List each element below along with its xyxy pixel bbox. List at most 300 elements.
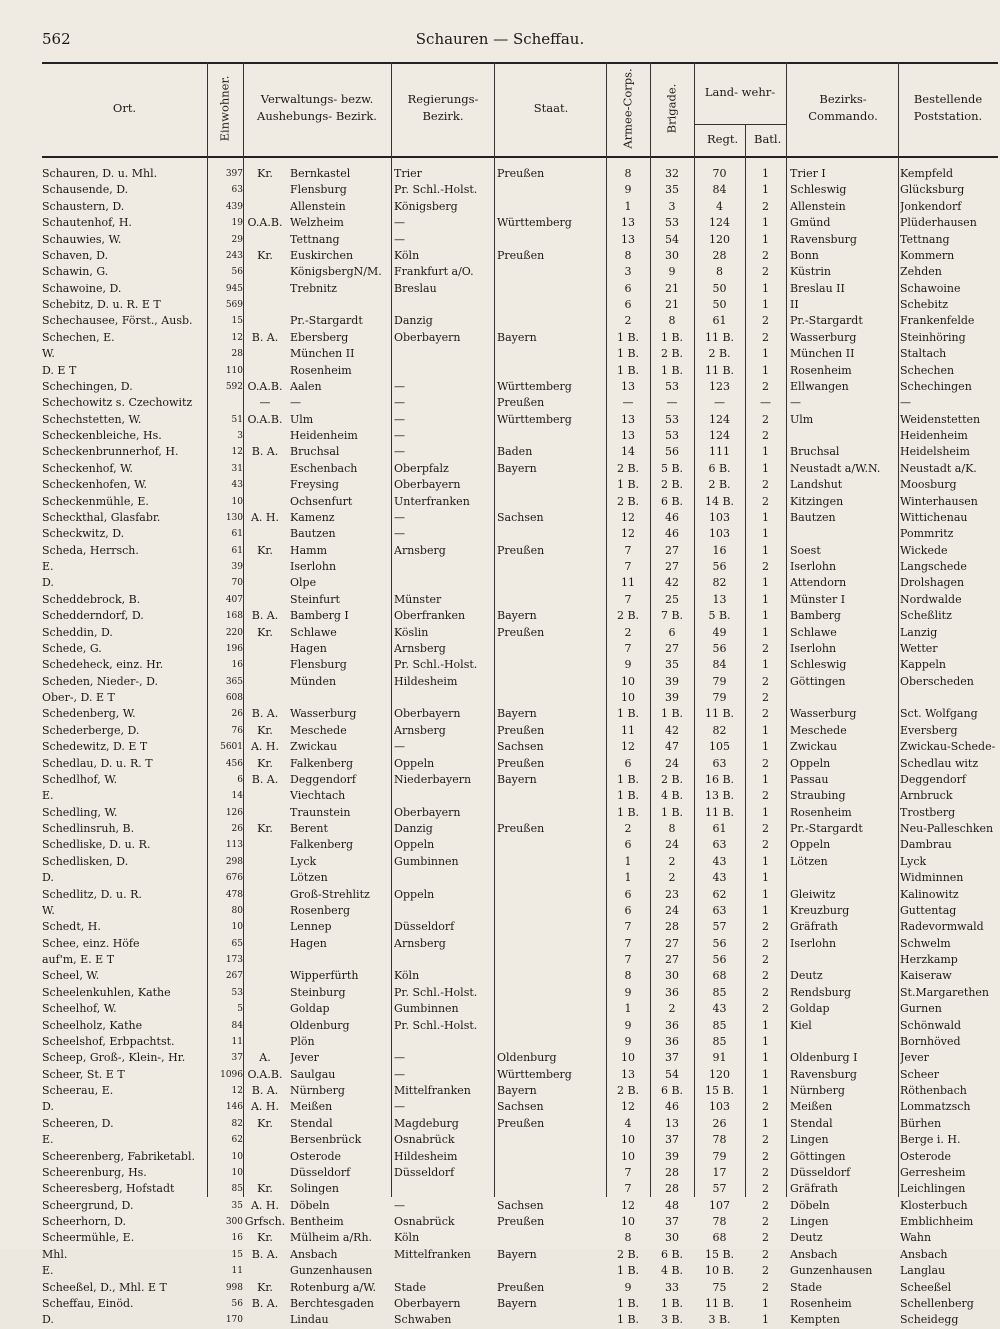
cell-armee-corps: 9 bbox=[624, 183, 632, 197]
cell-poststation: Pommritz bbox=[900, 527, 954, 541]
cell-einwohner: 130 bbox=[225, 512, 243, 523]
cell-regiment: 11 B. bbox=[704, 363, 735, 377]
cell-brigade: 5 B. bbox=[660, 461, 684, 475]
cell-bataillon: 2 bbox=[762, 936, 769, 950]
table-row bbox=[42, 297, 998, 313]
cell-bataillon: 1 bbox=[762, 1084, 769, 1097]
table-row bbox=[42, 1181, 998, 1197]
cell-regiment: 82 bbox=[712, 576, 727, 590]
cell-bezirk: Goldap bbox=[290, 1002, 330, 1016]
table-row bbox=[42, 264, 998, 280]
cell-bataillon: 2 bbox=[762, 1247, 769, 1261]
cell-regiment: 28 bbox=[712, 248, 727, 262]
cell-einwohner: 676 bbox=[225, 873, 243, 884]
cell-brigade: 37 bbox=[665, 1051, 679, 1065]
cell-bezirkskommando: Deutz bbox=[790, 1231, 823, 1245]
cell-bezirkskommando: Landshut bbox=[790, 478, 843, 492]
cell-regiment: 17 bbox=[712, 1165, 727, 1179]
cell-bezirk: Düsseldorf bbox=[290, 1165, 351, 1179]
cell-bezirk: Lyck bbox=[290, 854, 317, 868]
cell-verwaltung-typ: Kr. bbox=[257, 1280, 273, 1294]
cell-bezirk: Meißen bbox=[290, 1100, 333, 1114]
cell-armee-corps: 10 bbox=[621, 691, 635, 704]
cell-armee-corps: 10 bbox=[621, 1215, 635, 1228]
cell-ort: Scheckenbrunnerhof, H. bbox=[42, 445, 179, 459]
cell-regiment: 11 B. bbox=[704, 330, 735, 344]
cell-staat: Preußen bbox=[497, 1215, 545, 1228]
cell-bezirk: Döbeln bbox=[290, 1198, 330, 1212]
cell-ort: Scheelshof, Erbpachtst. bbox=[42, 1034, 175, 1048]
cell-poststation: Kommern bbox=[900, 248, 955, 262]
cell-bataillon: 2 bbox=[762, 494, 769, 508]
cell-verwaltung-typ: Kr. bbox=[257, 723, 273, 737]
cell-armee-corps: 7 bbox=[624, 1165, 632, 1179]
cell-armee-corps: 6 bbox=[624, 838, 632, 852]
cell-brigade: 42 bbox=[665, 576, 679, 590]
cell-staat: Bayern bbox=[497, 609, 537, 623]
cell-regiment: 103 bbox=[709, 527, 730, 541]
cell-regiment: 3 B. bbox=[708, 1313, 731, 1327]
cell-regierungsbezirk: Oppeln bbox=[394, 838, 435, 852]
cell-bezirk: Berent bbox=[290, 822, 328, 835]
cell-bezirkskommando: Rosenheim bbox=[790, 363, 852, 377]
cell-poststation: Zehden bbox=[900, 265, 942, 279]
cell-staat: Oldenburg bbox=[497, 1051, 557, 1065]
table-row bbox=[42, 919, 998, 935]
cell-bezirk: Bersenbrück bbox=[290, 1133, 362, 1147]
cell-ort: Schawin, G. bbox=[42, 265, 109, 279]
cell-brigade: 27 bbox=[665, 953, 679, 966]
cell-regierungsbezirk: Oberfranken bbox=[394, 609, 466, 623]
cell-regierungsbezirk: Mittelfranken bbox=[394, 1247, 471, 1261]
cell-armee-corps: 9 bbox=[624, 1280, 632, 1294]
cell-poststation: Schechen bbox=[900, 363, 955, 377]
cell-bataillon: 2 bbox=[762, 412, 769, 426]
cell-regierungsbezirk: Köslin bbox=[394, 625, 429, 639]
cell-poststation: Klosterbuch bbox=[900, 1198, 968, 1212]
cell-poststation: Bornhöved bbox=[900, 1034, 961, 1048]
cell-regierungsbezirk: Oberbayern bbox=[394, 805, 461, 819]
table-row bbox=[42, 575, 998, 591]
cell-bezirkskommando: Ansbach bbox=[790, 1247, 838, 1261]
cell-brigade: 2 B. bbox=[660, 478, 684, 492]
cell-einwohner: 84 bbox=[231, 1020, 243, 1031]
cell-bataillon: 2 bbox=[762, 1165, 769, 1179]
cell-armee-corps: 2 B. bbox=[616, 609, 640, 623]
cell-bezirkskommando: Wasserburg bbox=[790, 330, 857, 344]
cell-armee-corps: 8 bbox=[624, 167, 632, 180]
cell-verwaltung-typ: B. A. bbox=[251, 445, 279, 459]
cell-staat: Preußen bbox=[497, 1116, 545, 1130]
cell-verwaltung-typ: A. H. bbox=[250, 1100, 280, 1114]
cell-bezirk: Rosenheim bbox=[290, 363, 352, 377]
cell-ort: Scheckenhofen, W. bbox=[42, 478, 147, 492]
table-row bbox=[42, 821, 998, 837]
cell-brigade: 6 B. bbox=[660, 1084, 684, 1097]
cell-bezirk: Deggendorf bbox=[290, 772, 356, 786]
cell-armee-corps: 8 bbox=[624, 1231, 632, 1245]
cell-ort: Scheep, Groß-, Klein-, Hr. bbox=[42, 1051, 186, 1065]
cell-bataillon: 1 bbox=[762, 183, 769, 197]
cell-verwaltung-typ: Kr. bbox=[257, 1116, 273, 1130]
cell-brigade: 28 bbox=[665, 1182, 679, 1196]
cell-regierungsbezirk: Schwaben bbox=[394, 1313, 452, 1327]
cell-armee-corps: 9 bbox=[624, 985, 632, 999]
cell-ort: E. bbox=[42, 1264, 54, 1278]
table-row bbox=[42, 1280, 998, 1296]
table-row bbox=[42, 510, 998, 526]
cell-einwohner: 39 bbox=[231, 562, 243, 572]
cell-poststation: Lyck bbox=[900, 854, 927, 868]
cell-poststation: Langschede bbox=[900, 560, 967, 573]
cell-regiment: 13 B. bbox=[704, 789, 735, 803]
cell-ort: Schedliske, D. u. R. bbox=[42, 838, 151, 852]
cell-einwohner: 15 bbox=[231, 316, 243, 327]
cell-regiment: 11 B. bbox=[704, 707, 735, 721]
table-row bbox=[42, 1198, 998, 1214]
table-row bbox=[42, 608, 998, 624]
cell-brigade: 4 B. bbox=[660, 1264, 684, 1278]
cell-brigade: 2 B. bbox=[660, 772, 684, 786]
cell-bataillon: 2 bbox=[762, 1133, 769, 1147]
cell-brigade: 27 bbox=[665, 543, 679, 557]
cell-bezirk: Mülheim a/Rh. bbox=[290, 1231, 373, 1245]
cell-bataillon: 1 bbox=[762, 281, 769, 295]
cell-regiment: 5 B. bbox=[708, 609, 731, 623]
cell-staat: Bayern bbox=[497, 330, 537, 344]
cell-bezirk: Ebersberg bbox=[290, 330, 349, 344]
cell-bataillon: 1 bbox=[762, 1116, 769, 1130]
cell-ort: Scheeren, D. bbox=[42, 1116, 114, 1130]
cell-verwaltung-typ: Kr. bbox=[257, 756, 273, 770]
cell-armee-corps: 7 bbox=[624, 920, 632, 934]
cell-einwohner: 456 bbox=[225, 758, 243, 769]
cell-verwaltung-typ: O.A.B. bbox=[247, 216, 283, 230]
cell-staat: Baden bbox=[497, 445, 533, 459]
cell-poststation: Röthenbach bbox=[900, 1084, 967, 1097]
cell-bezirk: Iserlohn bbox=[290, 560, 337, 573]
cell-verwaltung-typ: A. bbox=[259, 1051, 271, 1065]
cell-poststation: Schwelm bbox=[900, 936, 951, 950]
cell-ort: Schechen, E. bbox=[42, 330, 115, 344]
cell-einwohner: 26 bbox=[231, 709, 243, 720]
cell-bezirkskommando: Iserlohn bbox=[790, 560, 837, 573]
cell-brigade: 8 bbox=[668, 822, 676, 835]
cell-bezirk: Rosenberg bbox=[290, 903, 350, 917]
cell-armee-corps: 2 bbox=[624, 625, 632, 639]
cell-brigade: 27 bbox=[665, 641, 679, 655]
cell-poststation: Eversberg bbox=[900, 723, 958, 737]
cell-einwohner: 12 bbox=[231, 447, 243, 458]
table-row bbox=[42, 1247, 998, 1263]
cell-einwohner: 10 bbox=[231, 1151, 243, 1162]
cell-armee-corps: 7 bbox=[624, 936, 632, 950]
cell-bezirkskommando: Düsseldorf bbox=[790, 1165, 851, 1179]
cell-regierungsbezirk: Pr. Schl.-Holst. bbox=[394, 183, 478, 197]
cell-regiment: 15 B. bbox=[704, 1247, 735, 1261]
cell-bataillon: 1 bbox=[762, 740, 769, 754]
cell-brigade: 37 bbox=[665, 1215, 679, 1228]
cell-armee-corps: 7 bbox=[624, 1182, 632, 1196]
cell-bataillon: 1 bbox=[762, 625, 769, 639]
cell-poststation: Herzkamp bbox=[900, 953, 958, 966]
cell-regiment: 15 B. bbox=[704, 1084, 735, 1097]
cell-einwohner: 61 bbox=[231, 545, 243, 556]
cell-bezirk: Allenstein bbox=[290, 199, 346, 213]
cell-poststation: Berge i. H. bbox=[900, 1133, 961, 1147]
header-armee: Armee-Corps. bbox=[620, 67, 635, 149]
cell-brigade: 2 bbox=[668, 871, 676, 885]
cell-regierungsbezirk: Niederbayern bbox=[394, 772, 472, 786]
cell-bataillon: 1 bbox=[762, 1051, 769, 1065]
cell-einwohner: 10 bbox=[231, 1167, 243, 1178]
cell-bezirk: Bamberg I bbox=[290, 609, 349, 623]
table-row bbox=[42, 903, 998, 919]
cell-bezirkskommando: Ellwangen bbox=[790, 379, 849, 393]
cell-bezirk: Hagen bbox=[290, 641, 327, 655]
cell-regierungsbezirk: Hildesheim bbox=[394, 674, 458, 688]
cell-regierungsbezirk: Köln bbox=[394, 1231, 420, 1245]
cell-ort: Ober-, D. E T bbox=[42, 691, 115, 704]
cell-regiment: 79 bbox=[712, 691, 727, 704]
cell-einwohner: 65 bbox=[231, 938, 243, 949]
cell-bezirkskommando: Meschede bbox=[790, 723, 847, 737]
cell-regierungsbezirk: Pr. Schl.-Holst. bbox=[394, 1018, 478, 1032]
cell-bezirk: Ulm bbox=[290, 412, 314, 426]
cell-brigade: 13 bbox=[665, 1116, 679, 1130]
cell-bezirkskommando: Gräfrath bbox=[790, 1182, 838, 1196]
cell-poststation: Neu-Palleschken bbox=[900, 822, 994, 835]
cell-brigade: 37 bbox=[665, 1133, 679, 1147]
cell-brigade: 6 B. bbox=[660, 1247, 684, 1261]
cell-bezirkskommando: Döbeln bbox=[790, 1198, 830, 1212]
cell-ort: Scheermühle, E. bbox=[42, 1231, 135, 1245]
table-row bbox=[42, 985, 998, 1001]
cell-staat: Sachsen bbox=[497, 510, 544, 524]
cell-ort: Scheelenkuhlen, Kathe bbox=[42, 985, 171, 999]
cell-verwaltung-typ: A. H. bbox=[250, 1198, 280, 1212]
cell-bezirkskommando: Kreuzburg bbox=[790, 903, 850, 917]
cell-ort: Schedlinsruh, B. bbox=[42, 822, 135, 835]
cell-armee-corps: 13 bbox=[621, 429, 635, 442]
cell-ort: Scheddin, D. bbox=[42, 625, 113, 639]
cell-armee-corps: 7 bbox=[624, 641, 632, 655]
cell-regiment: 120 bbox=[709, 232, 730, 246]
cell-regierungsbezirk: Trier bbox=[394, 167, 422, 180]
cell-einwohner: 56 bbox=[231, 1298, 243, 1309]
cell-bataillon: 2 bbox=[762, 429, 769, 442]
cell-regierungsbezirk: Hildesheim bbox=[394, 1149, 458, 1163]
cell-ort: Schedlhof, W. bbox=[42, 772, 118, 786]
cell-bataillon: 2 bbox=[762, 314, 769, 328]
cell-brigade: 27 bbox=[665, 560, 679, 573]
cell-bezirk: Trebnitz bbox=[290, 281, 337, 295]
cell-bezirkskommando: Oppeln bbox=[790, 756, 831, 770]
cell-bezirk: Flensburg bbox=[290, 658, 347, 672]
cell-bataillon: 1 bbox=[762, 363, 769, 377]
cell-brigade: 53 bbox=[665, 216, 679, 230]
cell-regiment: 56 bbox=[712, 560, 727, 573]
cell-verwaltung-typ: B. A. bbox=[251, 1084, 279, 1097]
cell-verwaltung-typ: B. A. bbox=[251, 330, 279, 344]
cell-brigade: 21 bbox=[665, 298, 679, 311]
cell-regierungsbezirk: — bbox=[394, 412, 405, 426]
cell-bezirkskommando: Straubing bbox=[790, 789, 846, 803]
cell-armee-corps: 1 B. bbox=[616, 478, 640, 492]
header-bezirkskommando: Bezirks- Commando. bbox=[808, 92, 878, 123]
cell-armee-corps: 7 bbox=[624, 953, 632, 966]
cell-ort: Scheel, W. bbox=[42, 969, 100, 983]
cell-poststation: Heidenheim bbox=[900, 429, 968, 442]
table-row bbox=[42, 1116, 998, 1132]
cell-einwohner: 170 bbox=[225, 1315, 243, 1326]
cell-poststation: Wetter bbox=[900, 641, 938, 655]
cell-regiment: 57 bbox=[712, 1182, 727, 1196]
cell-bezirk: München II bbox=[290, 347, 355, 361]
cell-regiment: 11 B. bbox=[704, 805, 735, 819]
table-row bbox=[42, 706, 998, 722]
cell-bataillon: 1 bbox=[762, 1067, 769, 1081]
cell-bezirk: Wipperfürth bbox=[290, 969, 359, 983]
cell-bezirk: Eschenbach bbox=[290, 461, 358, 475]
table-row bbox=[42, 1230, 998, 1246]
cell-ort: Scheckenhof, W. bbox=[42, 461, 133, 475]
cell-bezirkskommando: Breslau II bbox=[790, 281, 845, 295]
header-poststation: Bestellende Poststation. bbox=[913, 92, 983, 123]
cell-regiment: 103 bbox=[709, 1100, 730, 1114]
cell-bataillon: 2 bbox=[762, 789, 769, 803]
cell-regiment: 75 bbox=[712, 1280, 727, 1294]
cell-einwohner: 80 bbox=[231, 905, 243, 916]
cell-brigade: 39 bbox=[665, 1149, 679, 1163]
cell-verwaltung-typ: Kr. bbox=[257, 822, 273, 835]
cell-einwohner: 11 bbox=[231, 1266, 243, 1277]
cell-bezirk: Wasserburg bbox=[290, 707, 357, 721]
cell-armee-corps: 1 B. bbox=[616, 805, 640, 819]
table-row bbox=[42, 1001, 998, 1017]
cell-regiment: 84 bbox=[712, 183, 727, 197]
cell-armee-corps: 7 bbox=[624, 560, 632, 573]
table-row bbox=[42, 936, 998, 952]
cell-regiment: 85 bbox=[712, 1018, 727, 1032]
cell-poststation: Schellenberg bbox=[900, 1296, 974, 1310]
cell-bezirk: Freysing bbox=[290, 478, 339, 492]
cell-bataillon: 2 bbox=[762, 707, 769, 721]
cell-staat: Sachsen bbox=[497, 1100, 544, 1114]
cell-regiment: 16 bbox=[712, 543, 727, 557]
cell-verwaltung-typ: Kr. bbox=[257, 1182, 273, 1196]
cell-poststation: Lommatzsch bbox=[900, 1100, 971, 1114]
cell-armee-corps: 13 bbox=[621, 216, 635, 230]
cell-bataillon: 2 bbox=[762, 953, 769, 966]
cell-staat: Preußen bbox=[497, 248, 545, 262]
table-row bbox=[42, 723, 998, 739]
table-row bbox=[42, 166, 998, 182]
cell-ort: Schedt, H. bbox=[42, 920, 101, 934]
table-row bbox=[42, 330, 998, 346]
cell-ort: Schedewitz, D. E T bbox=[42, 740, 148, 754]
cell-einwohner: 300 bbox=[225, 1217, 243, 1227]
cell-ort: Scheer, St. E T bbox=[42, 1067, 125, 1081]
cell-bataillon: 1 bbox=[762, 1296, 769, 1310]
table-row bbox=[42, 543, 998, 559]
cell-poststation: Langlau bbox=[900, 1264, 946, 1278]
cell-armee-corps: 10 bbox=[621, 1051, 635, 1065]
cell-einwohner: 76 bbox=[231, 725, 243, 736]
cell-bezirkskommando: Gräfrath bbox=[790, 920, 838, 934]
cell-armee-corps: 12 bbox=[621, 510, 635, 524]
cell-poststation: Wahn bbox=[900, 1231, 932, 1245]
cell-einwohner: 146 bbox=[225, 1102, 243, 1113]
cell-brigade: 53 bbox=[665, 379, 679, 393]
cell-einwohner: 113 bbox=[225, 840, 243, 851]
cell-regiment: 26 bbox=[712, 1116, 727, 1130]
cell-bezirkskommando: Passau bbox=[790, 772, 829, 786]
cell-armee-corps: 1 B. bbox=[616, 772, 640, 786]
cell-einwohner: 61 bbox=[231, 529, 243, 540]
cell-poststation: Deggendorf bbox=[900, 772, 966, 786]
cell-regierungsbezirk: Köln bbox=[394, 969, 420, 983]
cell-bezirkskommando: Küstrin bbox=[790, 265, 831, 279]
cell-ort: Schechausee, Först., Ausb. bbox=[42, 314, 193, 328]
cell-bezirk: Euskirchen bbox=[290, 248, 354, 262]
cell-bezirkskommando: München II bbox=[790, 347, 855, 361]
cell-brigade: 24 bbox=[665, 756, 679, 770]
cell-ort: Schebitz, D. u. R. E T bbox=[42, 298, 161, 311]
cell-bezirkskommando: Kiel bbox=[790, 1018, 812, 1032]
cell-regierungsbezirk: Danzig bbox=[394, 314, 433, 328]
cell-bezirkskommando: Lingen bbox=[790, 1133, 829, 1147]
cell-poststation: Sct. Wolfgang bbox=[900, 707, 978, 721]
cell-poststation: Staltach bbox=[900, 347, 947, 361]
cell-verwaltung-typ: B. A. bbox=[251, 707, 279, 721]
cell-regiment: 43 bbox=[712, 1002, 727, 1016]
table-row bbox=[42, 477, 998, 493]
cell-armee-corps: 1 bbox=[624, 1002, 632, 1016]
cell-verwaltung-typ: B. A. bbox=[251, 1296, 279, 1310]
cell-regiment: 70 bbox=[712, 167, 727, 180]
cell-ort: Scheelhof, W. bbox=[42, 1002, 117, 1016]
header-regierung: Regierungs- Bezirk. bbox=[407, 92, 479, 123]
cell-bataillon: 2 bbox=[762, 756, 769, 770]
cell-verwaltung-typ: A. H. bbox=[250, 740, 280, 754]
table-row bbox=[42, 494, 998, 510]
cell-ort: Schausende, D. bbox=[42, 183, 129, 197]
cell-ort: D. bbox=[42, 576, 54, 590]
cell-brigade: — bbox=[666, 396, 678, 410]
cell-bezirk: Ochsenfurt bbox=[290, 494, 353, 508]
cell-bataillon: 1 bbox=[762, 445, 769, 459]
cell-poststation: St.Margarethen bbox=[900, 985, 989, 999]
cell-ort: Schauwies, W. bbox=[42, 232, 122, 246]
cell-regiment: 43 bbox=[712, 871, 727, 885]
table-row bbox=[42, 182, 998, 198]
cell-poststation: Oberscheden bbox=[900, 674, 974, 688]
table-row bbox=[42, 313, 998, 329]
cell-bezirkskommando: Goldap bbox=[790, 1002, 830, 1016]
cell-brigade: 3 bbox=[668, 199, 676, 213]
cell-bezirk: Meschede bbox=[290, 723, 347, 737]
cell-regierungsbezirk: Oppeln bbox=[394, 756, 435, 770]
cell-ort: Schaustern, D. bbox=[42, 199, 125, 213]
cell-bezirk: Saulgau bbox=[290, 1067, 336, 1081]
cell-bezirk: Lennep bbox=[290, 920, 332, 934]
cell-bezirk: Oldenburg bbox=[290, 1018, 350, 1032]
cell-regiment: 82 bbox=[712, 723, 727, 737]
cell-ort: Schederberge, D. bbox=[42, 723, 140, 737]
cell-bezirk: Falkenberg bbox=[290, 756, 354, 770]
cell-ort: W. bbox=[42, 903, 55, 917]
